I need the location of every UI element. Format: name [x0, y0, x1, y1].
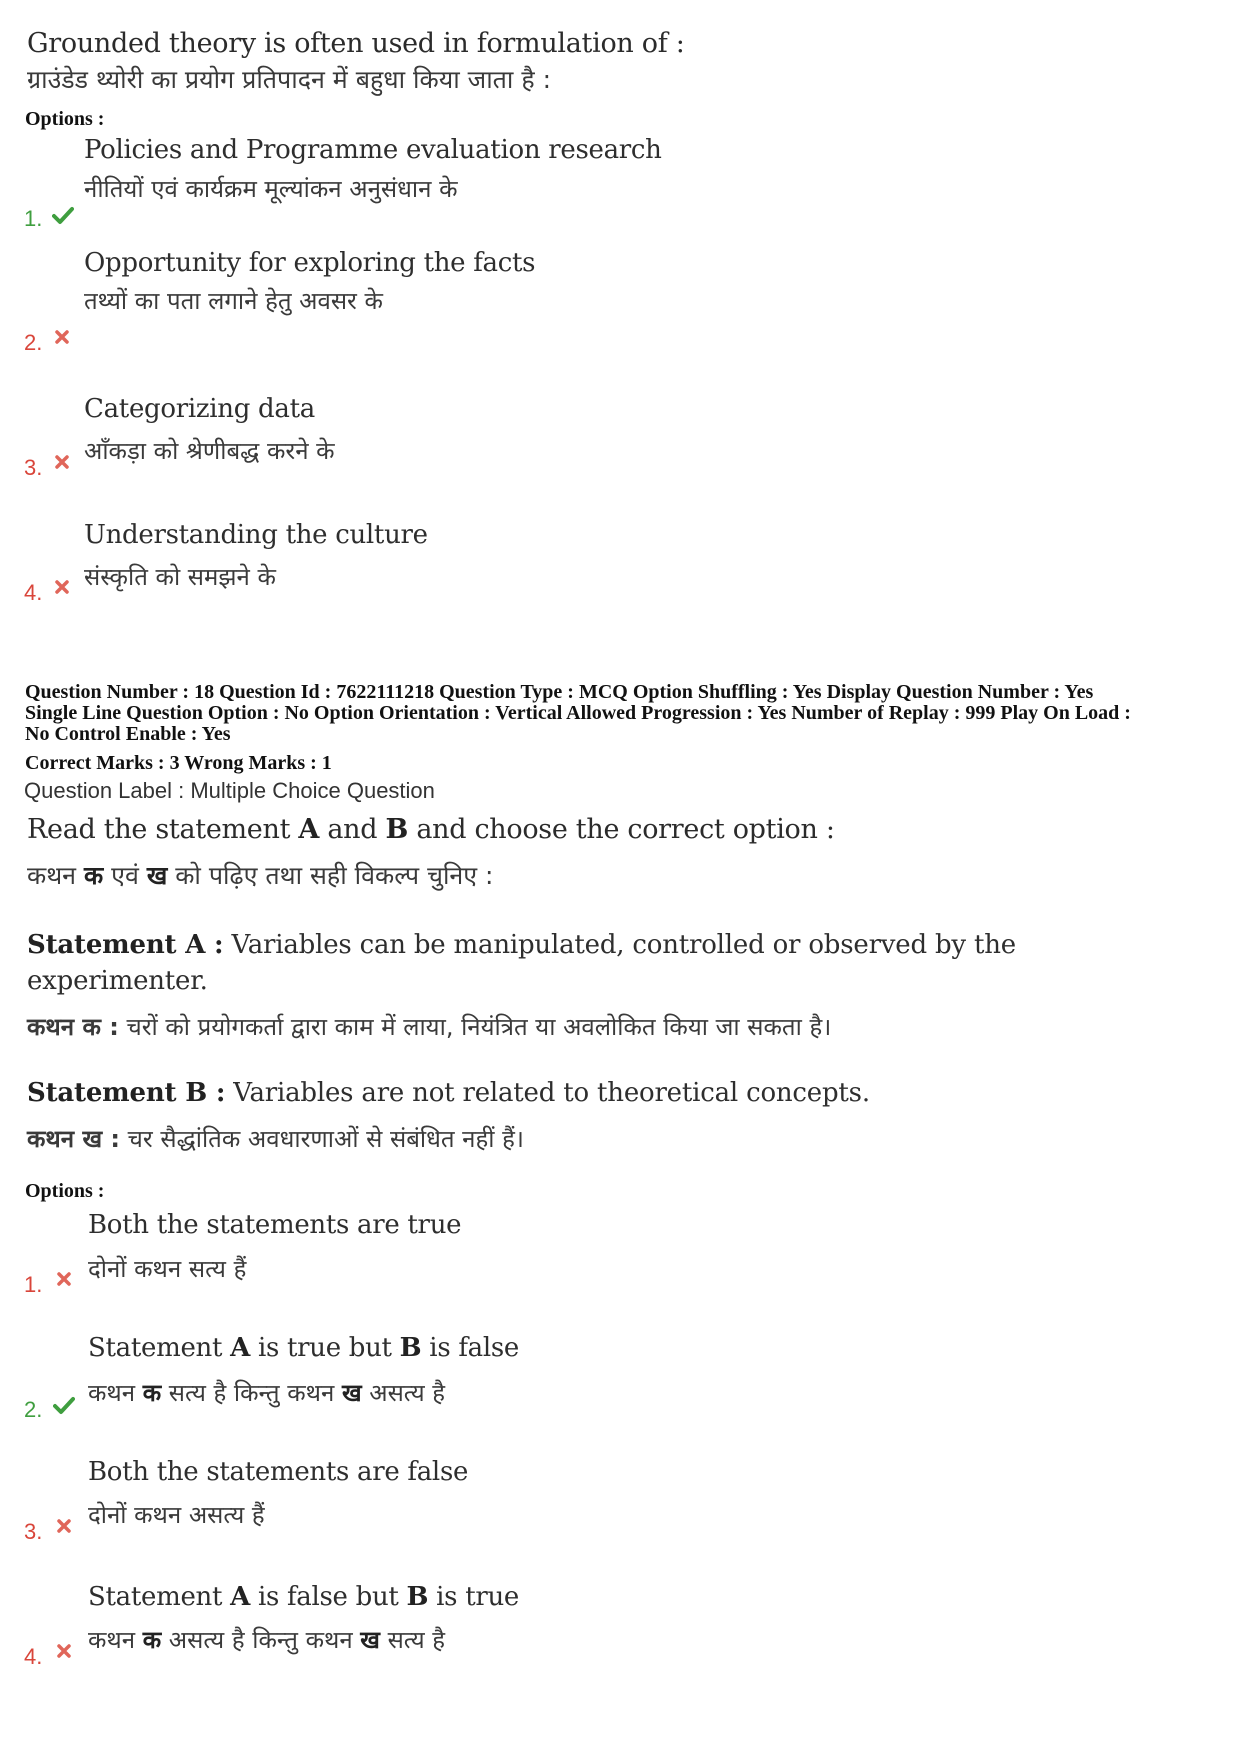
statement-a-en-continued: experimenter. — [27, 966, 208, 996]
q18-instruction-hi: कथन क एवं ख को पढ़िए तथा सही विकल्प चुनिए : — [27, 861, 494, 890]
q18-question-label: Question Label : Multiple Choice Question — [24, 778, 435, 803]
q17-option-1-text-hi: नीतियों एवं कार्यक्रम मूल्यांकन अनुसंधान के — [84, 175, 458, 203]
q18-option-3-text-hi: दोनों कथन असत्य हैं — [88, 1501, 265, 1529]
cross-icon — [56, 1271, 72, 1287]
q18-option-3-text-en: Both the statements are false — [88, 1457, 469, 1487]
q17-option-3-text-hi: आँकड़ा को श्रेणीबद्ध करने के — [84, 437, 335, 465]
q17-option-1-text-en: Policies and Programme evaluation research — [84, 135, 662, 165]
q18-option-1-text-hi: दोनों कथन सत्य हैं — [88, 1255, 247, 1283]
q18-instruction-en: Read the statement A and B and choose the correct option : — [27, 814, 835, 845]
q17-options-heading: Options : — [25, 108, 105, 130]
q17-option-2-text-hi: तथ्यों का पता लगाने हेतु अवसर के — [84, 287, 383, 315]
q18-option-4-number: 4. — [24, 1644, 43, 1669]
q17-question-text-en: Grounded theory is often used in formulation of : — [27, 28, 685, 59]
statement-b-en: Statement B : Variables are not related to theoretical concepts. — [27, 1078, 870, 1108]
q17-option-2-text-en: Opportunity for exploring the facts — [84, 248, 536, 278]
q18-option-2-text-hi: कथन क सत्य है किन्तु कथन ख असत्य है — [88, 1379, 446, 1407]
statement-a-en: Statement A : Variables can be manipulated, controlled or observed by the — [27, 930, 1016, 960]
q18-option-1-text-en: Both the statements are true — [88, 1210, 462, 1240]
q17-option-4-text-hi: संस्कृति को समझने के — [84, 563, 276, 591]
q17-question-text-hi: ग्राउंडेड थ्योरी का प्रयोग प्रतिपादन में बहुधा किया जाता है : — [27, 65, 551, 94]
q17-option-2-number: 2. — [24, 330, 43, 355]
cross-icon — [54, 454, 70, 470]
q17-option-4-text-en: Understanding the culture — [84, 520, 428, 550]
q18-marks: Correct Marks : 3 Wrong Marks : 1 — [25, 752, 332, 774]
q18-meta-line-1: Question Number : 18 Question Id : 7622111218 Question Type : MCQ Option Shuffling : Yes Display Question Number : Yes — [25, 681, 1094, 703]
q18-option-3-number: 3. — [24, 1519, 43, 1544]
cross-icon — [54, 579, 70, 595]
check-icon — [52, 204, 74, 226]
q18-option-2-number: 2. — [24, 1397, 43, 1422]
cross-icon — [56, 1643, 72, 1659]
q18-option-4-text-hi: कथन क असत्य है किन्तु कथन ख सत्य है — [88, 1626, 446, 1654]
q18-option-2-text-en: Statement A is true but B is false — [88, 1333, 520, 1363]
q17-option-1-number: 1. — [24, 206, 43, 231]
q18-meta-line-2: Single Line Question Option : No Option Orientation : Vertical Allowed Progression : Yes Number of Replay : 999 Play On Load : — [25, 702, 1131, 724]
q17-option-3-text-en: Categorizing data — [84, 394, 315, 424]
q18-options-heading: Options : — [25, 1180, 105, 1202]
cross-icon — [54, 329, 70, 345]
q18-meta-line-3: No Control Enable : Yes — [25, 723, 231, 745]
q17-option-4-number: 4. — [24, 580, 43, 605]
statement-b-hi: कथन ख : चर सैद्धांतिक अवधारणाओं से संबंधित नहीं हैं। — [27, 1125, 524, 1153]
q18-option-1-number: 1. — [24, 1272, 43, 1297]
check-icon — [53, 1394, 75, 1416]
q17-option-3-number: 3. — [24, 455, 43, 480]
cross-icon — [56, 1518, 72, 1534]
q18-option-4-text-en: Statement A is false but B is true — [88, 1582, 519, 1612]
statement-a-hi: कथन क : चरों को प्रयोगकर्ता द्वारा काम में लाया, नियंत्रित या अवलोकित किया जा सकता है। — [27, 1013, 832, 1041]
